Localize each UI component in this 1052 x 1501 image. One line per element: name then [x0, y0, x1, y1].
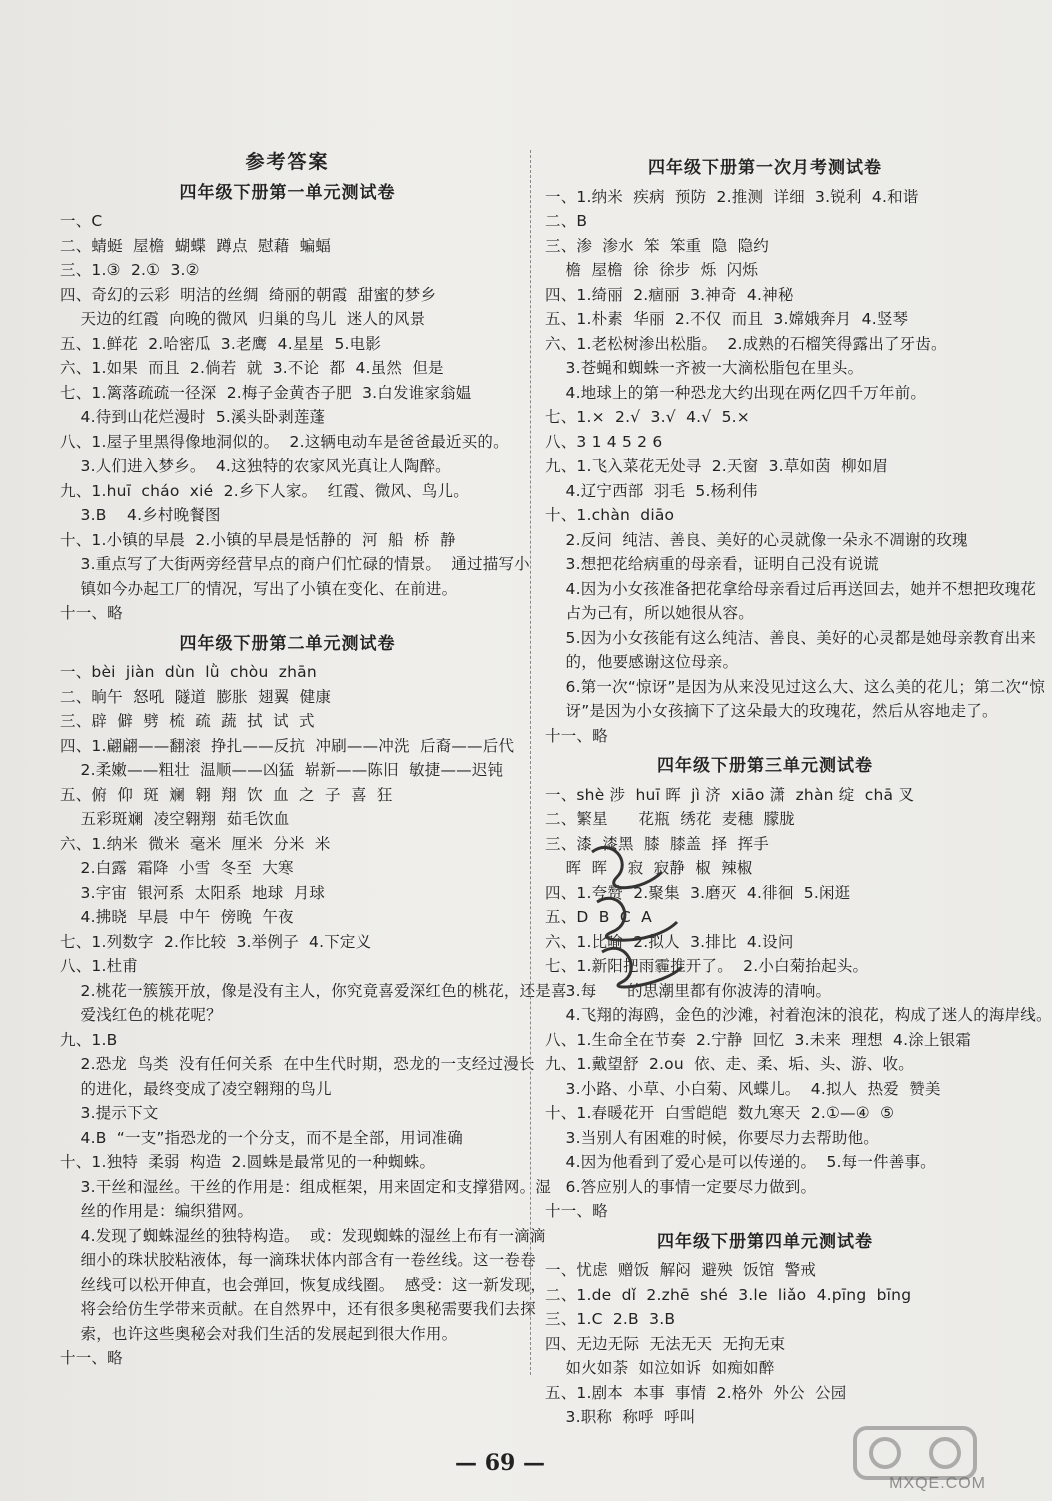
answer-line: 2.白露 霜降 小雪 冬至 大寒	[60, 859, 294, 877]
watermark-site: MXQE.COM	[889, 1475, 986, 1492]
answer-line: 丝的作用是：编织猎网。	[60, 1202, 254, 1220]
answer-line: 2.反问 纯洁、善良、美好的心灵就像一朵永不凋谢的玫瑰	[545, 530, 968, 549]
answer-line: 八、1.杜甫	[60, 957, 138, 975]
answer-line: 3.干丝和湿丝。干丝的作用是：组成框架，用来固定和支撑猎网。湿	[60, 1177, 551, 1196]
right-column	[545, 150, 1052, 1430]
answer-line: 一、忧虑 赠饭 解闷 避殃 饭馆 警戒	[545, 1261, 817, 1279]
monthly-test-title: 四年级下册第一次月考测试卷	[648, 158, 882, 178]
answer-line: 七、1.列数字 2.作比较 3.举例子 4.下定义	[60, 932, 372, 951]
answer-line: 四、无边无际 无法无天 无拘无束	[545, 1334, 786, 1353]
answer-line: 讶”是因为小女孩摘下了这朵最大的玫瑰花，然后从容地走了。	[545, 702, 998, 720]
answer-line: 4.B “一支”指恐龙的一个分支，而不是全部，用词准确	[60, 1128, 463, 1147]
answer-line: 晖 晖 寂 寂静 椒 辣椒	[545, 859, 753, 877]
answer-line: 一、bèi jiàn dùn lǜ chòu zhān	[60, 663, 317, 681]
answer-line: 二、蜻蜓 屋檐 蝴蝶 蹲点 慰藉 蝙蝠	[60, 236, 332, 255]
answer-line: 八、3 1 4 5 2 6	[545, 432, 663, 451]
answer-line: 二、B	[545, 212, 588, 230]
answer-line: 二、晌午 怒吼 隧道 膨胀 翅翼 健康	[60, 687, 332, 706]
answer-line: 4.待到山花烂漫时 5.溪头卧剥莲蓬	[60, 408, 326, 426]
answer-line: 九、1.飞入菜花无处寻 2.天窗 3.草如茵 柳如眉	[545, 457, 889, 475]
answer-line: 3.小路、小草、小白菊、风蝶儿。 4.拟人 热爱 赞美	[545, 1079, 941, 1098]
answer-line: 五、1.朴素 华丽 2.不仅 而且 3.嫦娥奔月 4.竖琴	[545, 310, 909, 328]
answer-line: 六、1.如果 而且 2.倘若 就 3.不论 都 4.虽然 但是	[60, 359, 444, 377]
answer-line: 6.答应别人的事情一定要尽力做到。	[545, 1177, 817, 1196]
answer-line: 3.每 的思潮里都有你波涛的清响。	[545, 981, 832, 1000]
answer-line: 一、C	[60, 212, 103, 230]
answer-line: 四、1.夸赞 2.聚集 3.磨灭 4.徘徊 5.闲逛	[545, 883, 851, 902]
answer-line: 丝线可以松开伸直，也会弹回，恢复成线圈。 感受：这一新发现，	[60, 1275, 547, 1294]
answer-line: 2.恐龙 鸟类 没有任何关系 在中生代时期，恐龙的一支经过漫长	[60, 1055, 535, 1073]
answer-line: 三、辟 僻 劈 梳 疏 蔬 拭 试 式	[60, 712, 315, 730]
answer-line: 二、1.de dǐ 2.zhē shé 3.le liǎo 4.pīng bīng	[545, 1285, 912, 1304]
answer-line: 4.飞翔的海鸥，金色的沙滩，衬着泡沫的浪花，构成了迷人的海岸线。	[545, 1006, 1052, 1024]
answer-line: 三、1.③ 2.① 3.②	[60, 261, 200, 279]
answer-line: 十一、略	[545, 726, 608, 745]
answer-line: 六、1.比喻 2.拟人 3.排比 4.设问	[545, 932, 794, 951]
answer-line: 4.发现了蜘蛛湿丝的独特构造。 或：发现蜘蛛的湿丝上布有一滴滴	[60, 1226, 546, 1245]
answer-line: 3.当别人有困难的时候，你要尽力去帮助他。	[545, 1128, 879, 1147]
column-divider	[530, 150, 532, 1375]
answer-line: 檐 屋檐 徐 徐步 烁 闪烁	[545, 261, 759, 279]
answer-line: 一、1.纳米 疾病 预防 2.推测 详细 3.锐利 4.和谐	[545, 187, 919, 206]
answer-line: 十一、略	[60, 604, 123, 622]
answer-line: 四、1.翩翩——翻滚 挣扎——反抗 冲刷——冲洗 后裔——后代	[60, 736, 515, 755]
answer-line: 3.重点写了大街两旁经营早点的商户们忙碌的情景。 通过描写小	[60, 555, 530, 573]
answer-line: 将会给仿生学带来贡献。在自然界中，还有很多奥秘需要我们去探	[60, 1300, 536, 1318]
answer-line: 4.因为他看到了爱心是可以传递的。 5.每一件善事。	[545, 1153, 936, 1171]
answer-line: 4.辽宁西部 羽毛 5.杨利伟	[545, 481, 758, 500]
answer-line: 的，他要感谢这位母亲。	[545, 653, 739, 671]
answer-line: 八、1.屋子里黑得像地洞似的。 2.这辆电动车是爸爸最近买的。	[60, 432, 509, 451]
answer-line: 镇如今办起工厂的情况，写出了小镇在变化、在前进。	[60, 579, 458, 598]
answer-line: 一、shè 涉 huī 晖 jì 济 xiāo 潇 zhàn 绽 chā 叉	[545, 785, 915, 804]
answer-line: 6.第一次“惊讶”是因为从来没见过这么大、这么美的花儿；第二次“惊	[545, 677, 1045, 696]
answer-line: 索，也许这些奥秘会对我们生活的发展起到很大作用。	[60, 1324, 458, 1343]
answer-line: 3.想把花给病重的母亲看，证明自己没有说谎	[545, 555, 879, 573]
unit2-title: 四年级下册第二单元测试卷	[179, 633, 396, 654]
answer-line: 五、1.鲜花 2.哈密瓜 3.老鹰 4.星星 5.电影	[60, 334, 382, 353]
answer-line: 四、奇幻的云彩 明洁的丝绸 绮丽的朝霞 甜蜜的梦乡	[60, 285, 437, 304]
handwriting-scribble	[582, 832, 692, 992]
answer-line: 5.因为小女孩能有这么纯洁、善良、美好的心灵都是她母亲教育出来	[545, 628, 1036, 647]
answer-line: 九、1.B	[60, 1030, 118, 1049]
main-title: 参考答案	[245, 151, 330, 173]
unit3-title: 四年级下册第三单元测试卷	[657, 756, 873, 776]
answer-line: 七、1.新阳把雨霾推开了。 2.小白菊抬起头。	[545, 957, 869, 975]
answer-line: 3.人们进入梦乡。 4.这独特的农家风光真让人陶醉。	[60, 457, 451, 475]
answer-line: 的进化，最终变成了凌空翱翔的鸟儿	[60, 1079, 332, 1098]
unit2-answers	[60, 660, 567, 1371]
answer-line: 3.苍蝇和蜘蛛一齐被一大滴松脂包在里头。	[545, 359, 864, 377]
answer-line: 2.桃花一簇簇开放，像是没有主人，你究竟喜爱深红色的桃花，还是喜	[60, 981, 567, 1000]
answer-line: 七、1.× 2.√ 3.√ 4.√ 5.×	[545, 408, 750, 426]
answer-line: 四、1.绮丽 2.痼丽 3.神奇 4.神秘	[545, 285, 794, 304]
answer-line: 十、1.独特 柔弱 构造 2.圆蛛是最常见的一种蜘蛛。	[60, 1153, 436, 1171]
unit4-title: 四年级下册第四单元测试卷	[657, 1231, 873, 1252]
answer-line: 爱浅红色的桃花呢？	[60, 1006, 222, 1024]
answer-line: 五、D B C A	[545, 908, 652, 926]
answer-line: 二、繁星 花瓶 绣花 麦穗 朦胧	[545, 810, 795, 828]
answer-line: 三、渗 渗水 笨 笨重 隐 隐约	[545, 236, 769, 255]
answer-line: 3.职称 称呼 呼叫	[545, 1408, 696, 1426]
answer-line: 五、1.剧本 本事 事情 2.格外 外公 公园	[545, 1383, 847, 1402]
answer-line: 十、1.小镇的早晨 2.小镇的早晨是恬静的 河 船 桥 静	[60, 530, 456, 549]
answer-line: 八、1.生命全在节奏 2.宁静 回忆 3.未来 理想 4.涂上银霜	[545, 1030, 972, 1049]
answer-line: 七、1.篱落疏疏一径深 2.梅子金黄杏子肥 3.白发谁家翁媪	[60, 383, 472, 402]
page-number: — 69 —	[455, 1450, 545, 1476]
answer-line: 4.拂晓 早晨 中午 傍晚 午夜	[60, 908, 294, 926]
answer-line: 五、俯 仰 斑 斓 翱 翔 饮 血 之 子 喜 狂	[60, 785, 393, 804]
answer-line: 三、漆 漆黑 膝 膝盖 择 挥手	[545, 834, 769, 853]
answer-line: 如火如荼 如泣如诉 如痴如醉	[545, 1359, 775, 1377]
answer-line: 4.地球上的第一种恐龙大约出现在两亿四千万年前。	[545, 383, 927, 402]
answer-line: 细小的珠状胶粘液体，每一滴珠状体内部含有一卷丝线。这一卷卷	[60, 1251, 536, 1269]
answer-line: 九、1.戴望舒 2.ou 依、走、柔、垢、头、游、收。	[545, 1055, 914, 1073]
answer-line: 三、1.C 2.B 3.B	[545, 1310, 676, 1328]
answer-line: 占为己有，所以她很从容。	[545, 604, 754, 622]
answer-line: 4.因为小女孩准备把花拿给母亲看过后再送回去，她并不想把玫瑰花	[545, 579, 1036, 598]
answer-line: 十一、略	[60, 1349, 123, 1367]
answer-line: 十一、略	[545, 1202, 608, 1220]
unit1-title: 四年级下册第一单元测试卷	[179, 182, 396, 203]
unit1-answers	[60, 209, 530, 626]
answer-line: 天边的红霞 向晚的微风 归巢的鸟儿 迷人的风景	[60, 310, 426, 328]
answer-line: 3.提示下文	[60, 1104, 159, 1122]
answer-line: 3.B 4.乡村晚餐图	[60, 506, 221, 524]
answer-line: 九、1.huī cháo xié 2.乡下人家。 红霞、微风、鸟儿。	[60, 481, 469, 500]
answer-line: 3.宇宙 银河系 太阳系 地球 月球	[60, 883, 326, 902]
answer-line: 十、1.春暖花开 白雪皑皑 数九寒天 2.①—④ ⑤	[545, 1104, 895, 1122]
answer-line: 2.柔嫩——粗壮 温顺——凶猛 崭新——陈旧 敏捷——迟钝	[60, 761, 504, 779]
answer-line: 十、1.chàn diāo	[545, 506, 675, 524]
answer-line: 六、1.老松树渗出松脂。 2.成熟的石榴笑得露出了牙齿。	[545, 334, 947, 353]
unit4-answers	[545, 1258, 985, 1430]
answer-line: 五彩斑斓 凌空翱翔 茹毛饮血	[60, 810, 290, 828]
answer-line: 六、1.纳米 微米 毫米 厘米 分米 米	[60, 834, 331, 853]
monthly-test-answers	[545, 185, 1045, 749]
